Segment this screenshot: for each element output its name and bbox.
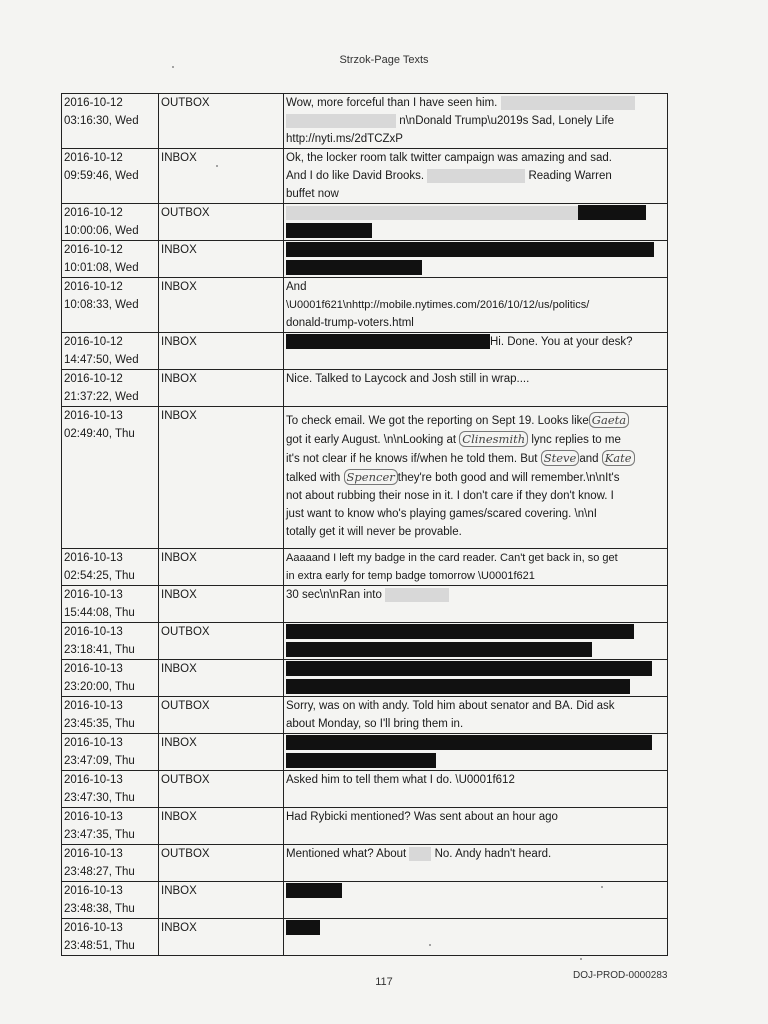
timestamp-cell: 2016-10-12 10:00:06, Wed [62,204,159,241]
table-row [62,623,668,660]
message-cell: Wow, more forceful than I have seen him. n\nDonald Trump\u2019s Sad, Lonely Life http://nyti.ms/2dTCZxP [284,94,668,149]
timestamp-cell: 2016-10-13 23:47:09, Thu [62,734,159,771]
redaction [385,588,449,602]
direction-cell: OUTBOX [159,697,284,734]
redaction [286,260,422,275]
message-cell: Hi. Done. You at your desk? [284,333,668,370]
message-cell: To check email. We got the reporting on Sept 19. Looks like Gaeta got it early August. \n\nLooking at Clinesmith lync replies to me it's not clear if he knows if/when he told them. But Steve and Kate talked with Spencer they're both good and will remember.\n\nIt's not about rubbing their nose in it. I don't care if they don't know. I just want to know who's playing games/scared covering. \n\nI totally get it will never be provable. [284,407,668,549]
timestamp-cell: 2016-10-13 15:44:08, Thu [62,586,159,623]
table-row [62,697,668,734]
message-cell [284,734,668,771]
timestamp-cell: 2016-10-13 23:20:00, Thu [62,660,159,697]
message-cell [284,623,668,660]
redaction [409,847,431,861]
message-cell: Sorry, was on with andy. Told him about senator and BA. Did ask about Monday, so I'll bring them in. [284,697,668,734]
direction-cell: INBOX [159,660,284,697]
table-row [62,149,668,204]
timestamp-cell: 2016-10-12 03:16:30, Wed [62,94,159,149]
redaction [286,661,652,676]
table-row [62,586,668,623]
timestamp-cell: 2016-10-12 21:37:22, Wed [62,370,159,407]
redaction [286,642,592,657]
table-row [62,278,668,333]
table-row [62,241,668,278]
direction-cell: INBOX [159,919,284,956]
redaction [286,334,490,349]
timestamp-cell: 2016-10-13 23:18:41, Thu [62,623,159,660]
timestamp-cell: 2016-10-13 23:48:27, Thu [62,845,159,882]
table-row [62,94,668,149]
table-row [62,204,668,241]
message-cell [284,660,668,697]
texts-table [61,93,668,956]
timestamp-cell: 2016-10-12 10:01:08, Wed [62,241,159,278]
direction-cell: INBOX [159,586,284,623]
direction-cell: INBOX [159,407,284,549]
table-row [62,370,668,407]
redaction [286,920,320,935]
timestamp-cell: 2016-10-13 23:45:35, Thu [62,697,159,734]
redaction [427,169,525,183]
message-cell [284,204,668,241]
redaction [578,205,646,220]
table-row [62,808,668,845]
redaction [286,624,634,639]
message-cell: 30 sec\n\nRan into [284,586,668,623]
direction-cell: INBOX [159,149,284,204]
direction-cell: INBOX [159,549,284,586]
table-row [62,407,668,549]
table-row [62,845,668,882]
redaction [286,679,630,694]
direction-cell: INBOX [159,882,284,919]
timestamp-cell: 2016-10-12 09:59:46, Wed [62,149,159,204]
table-row [62,333,668,370]
timestamp-cell: 2016-10-12 10:08:33, Wed [62,278,159,333]
table-row [62,882,668,919]
scan-speck [216,165,218,167]
direction-cell: OUTBOX [159,204,284,241]
handwritten-name: Steve [541,450,580,466]
timestamp-cell: 2016-10-13 23:47:35, Thu [62,808,159,845]
timestamp-cell: 2016-10-13 23:48:38, Thu [62,882,159,919]
direction-cell: INBOX [159,241,284,278]
scan-speck [580,958,582,960]
message-cell: Asked him to tell them what I do. \U0001f612 [284,771,668,808]
timestamp-cell: 2016-10-13 23:47:30, Thu [62,771,159,808]
message-cell: Nice. Talked to Laycock and Josh still in wrap.... [284,370,668,407]
handwritten-name: Gaeta [589,412,629,428]
page-title: Strzok-Page Texts [339,54,429,66]
table-row [62,549,668,586]
handwritten-name: Kate [602,450,635,466]
message-cell: Aaaaand I left my badge in the card reader. Can't get back in, so get in extra early for temp badge tomorrow \U0001f621 [284,549,668,586]
redaction [286,206,578,220]
message-cell [284,919,668,956]
scan-speck [601,886,603,888]
timestamp-cell: 2016-10-13 02:49:40, Thu [62,407,159,549]
redaction [286,223,372,238]
direction-cell: INBOX [159,333,284,370]
message-cell [284,241,668,278]
scan-speck [172,66,174,68]
direction-cell: INBOX [159,808,284,845]
table-row [62,734,668,771]
direction-cell: OUTBOX [159,623,284,660]
direction-cell: INBOX [159,370,284,407]
page-number: 117 [375,976,393,988]
bates-number: DOJ-PROD-0000283 [573,970,668,981]
redaction [286,735,652,750]
table-row [62,660,668,697]
message-cell: Ok, the locker room talk twitter campaign was amazing and sad. And I do like David Brooks. Reading Warren buffet now [284,149,668,204]
timestamp-cell: 2016-10-12 14:47:50, Wed [62,333,159,370]
handwritten-name: Clinesmith [459,431,528,447]
direction-cell: OUTBOX [159,845,284,882]
direction-cell: OUTBOX [159,94,284,149]
redaction [286,242,654,257]
timestamp-cell: 2016-10-13 02:54:25, Thu [62,549,159,586]
direction-cell: INBOX [159,278,284,333]
scan-speck [429,944,431,946]
redaction [286,114,396,128]
timestamp-cell: 2016-10-13 23:48:51, Thu [62,919,159,956]
direction-cell: INBOX [159,734,284,771]
table-row [62,919,668,956]
direction-cell: OUTBOX [159,771,284,808]
handwritten-name: Spencer [344,469,398,485]
redaction [501,96,635,110]
message-cell: And \U0001f621\nhttp://mobile.nytimes.com/2016/10/12/us/politics/ donald-trump-voters.html [284,278,668,333]
message-cell [284,882,668,919]
table-row [62,771,668,808]
message-cell: Mentioned what? About No. Andy hadn't heard. [284,845,668,882]
redaction [286,753,436,768]
redaction [286,883,342,898]
message-cell: Had Rybicki mentioned? Was sent about an hour ago [284,808,668,845]
